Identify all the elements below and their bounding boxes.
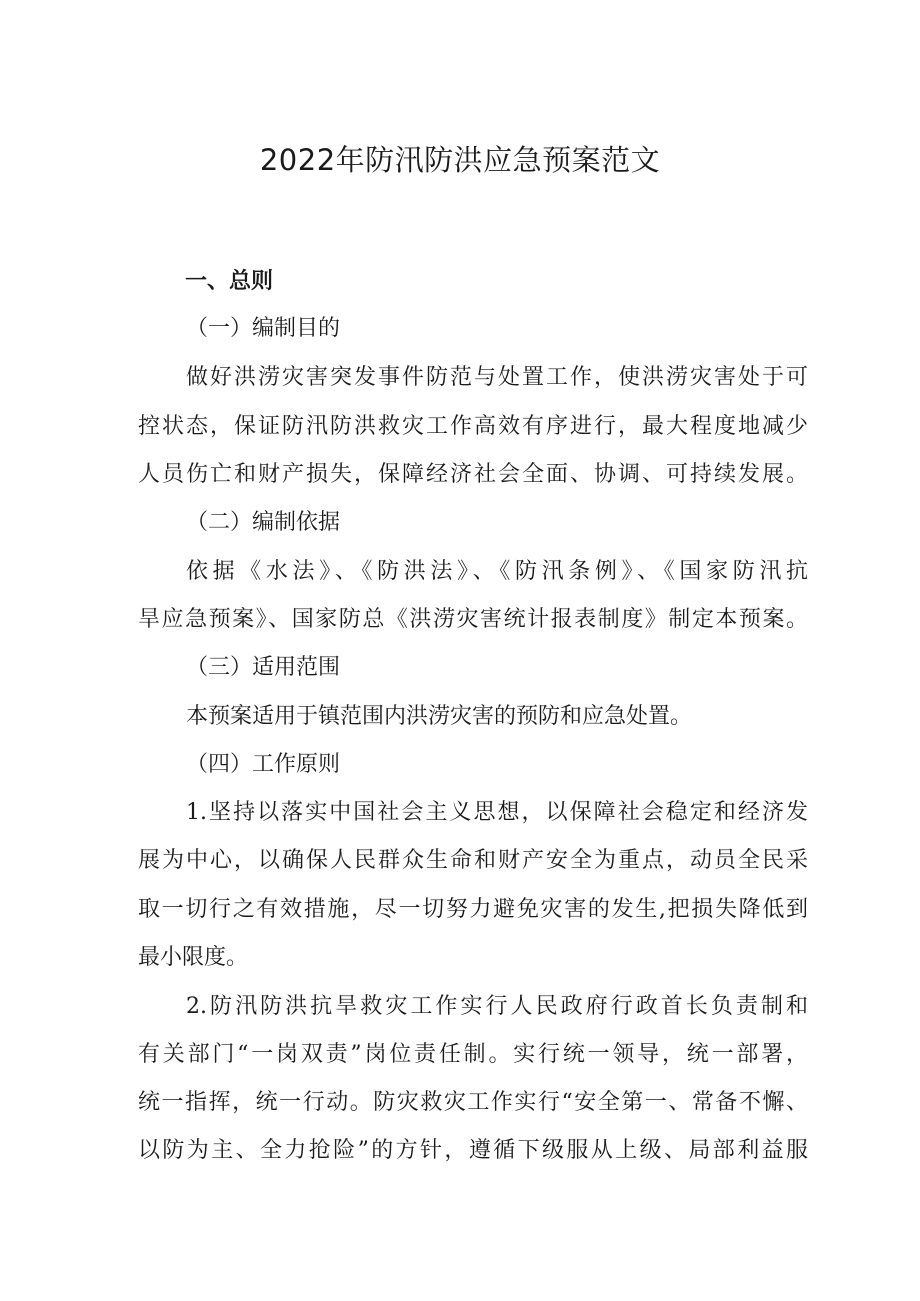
list-item-line: 以防为主、全力抢险”的方针，遵循下级服从上级、局部利益服 [138, 1138, 808, 1163]
subsection-heading-purpose: （一）编制目的 [186, 316, 341, 341]
paragraph-line: 做好洪涝灾害突发事件防范与处置工作，使洪涝灾害处于可 [186, 365, 808, 390]
list-item-line: 展为中心，以确保人民群众生命和财产安全为重点，动员全民采 [138, 848, 808, 873]
paragraph-line: 旱应急预案》、国家防总《洪涝灾害统计报表制度》制定本预案。 [138, 607, 808, 632]
list-item-line: 2.防汛防洪抗旱救灾工作实行人民政府行政首长负责制和 [186, 994, 808, 1019]
list-item-line: 取一切行之有效措施，尽一切努力避免灾害的发生,把损失降低到 [138, 897, 808, 922]
paragraph-line: 人员伤亡和财产损失，保障经济社会全面、协调、可持续发展。 [138, 462, 808, 487]
section-heading-general: 一、总则 [185, 269, 274, 294]
list-item-line: 1.坚持以落实中国社会主义思想，以保障社会稳定和经济发 [186, 800, 808, 825]
subsection-heading-scope: （三）适用范围 [186, 655, 341, 680]
list-item-line: 统一指挥，统一行动。防灾救灾工作实行“安全第一、常备不懈、 [138, 1090, 808, 1115]
subsection-heading-basis: （二）编制依据 [186, 510, 341, 535]
list-item-line: 最小限度。 [138, 945, 249, 970]
list-item-line: 有关部门“一岗双责”岗位责任制。实行统一领导，统一部署， [138, 1042, 808, 1067]
document-title: 2022年防汛防洪应急预案范文 [259, 143, 661, 177]
subsection-heading-principles: （四）工作原则 [186, 752, 341, 777]
paragraph-line: 依据《水法》、《防洪法》、《防汛条例》、《国家防汛抗 [186, 559, 808, 584]
paragraph-line: 本预案适用于镇范围内洪涝灾害的预防和应急处置。 [186, 704, 693, 729]
paragraph-line: 控状态，保证防汛防洪救灾工作高效有序进行，最大程度地减少 [138, 414, 808, 439]
